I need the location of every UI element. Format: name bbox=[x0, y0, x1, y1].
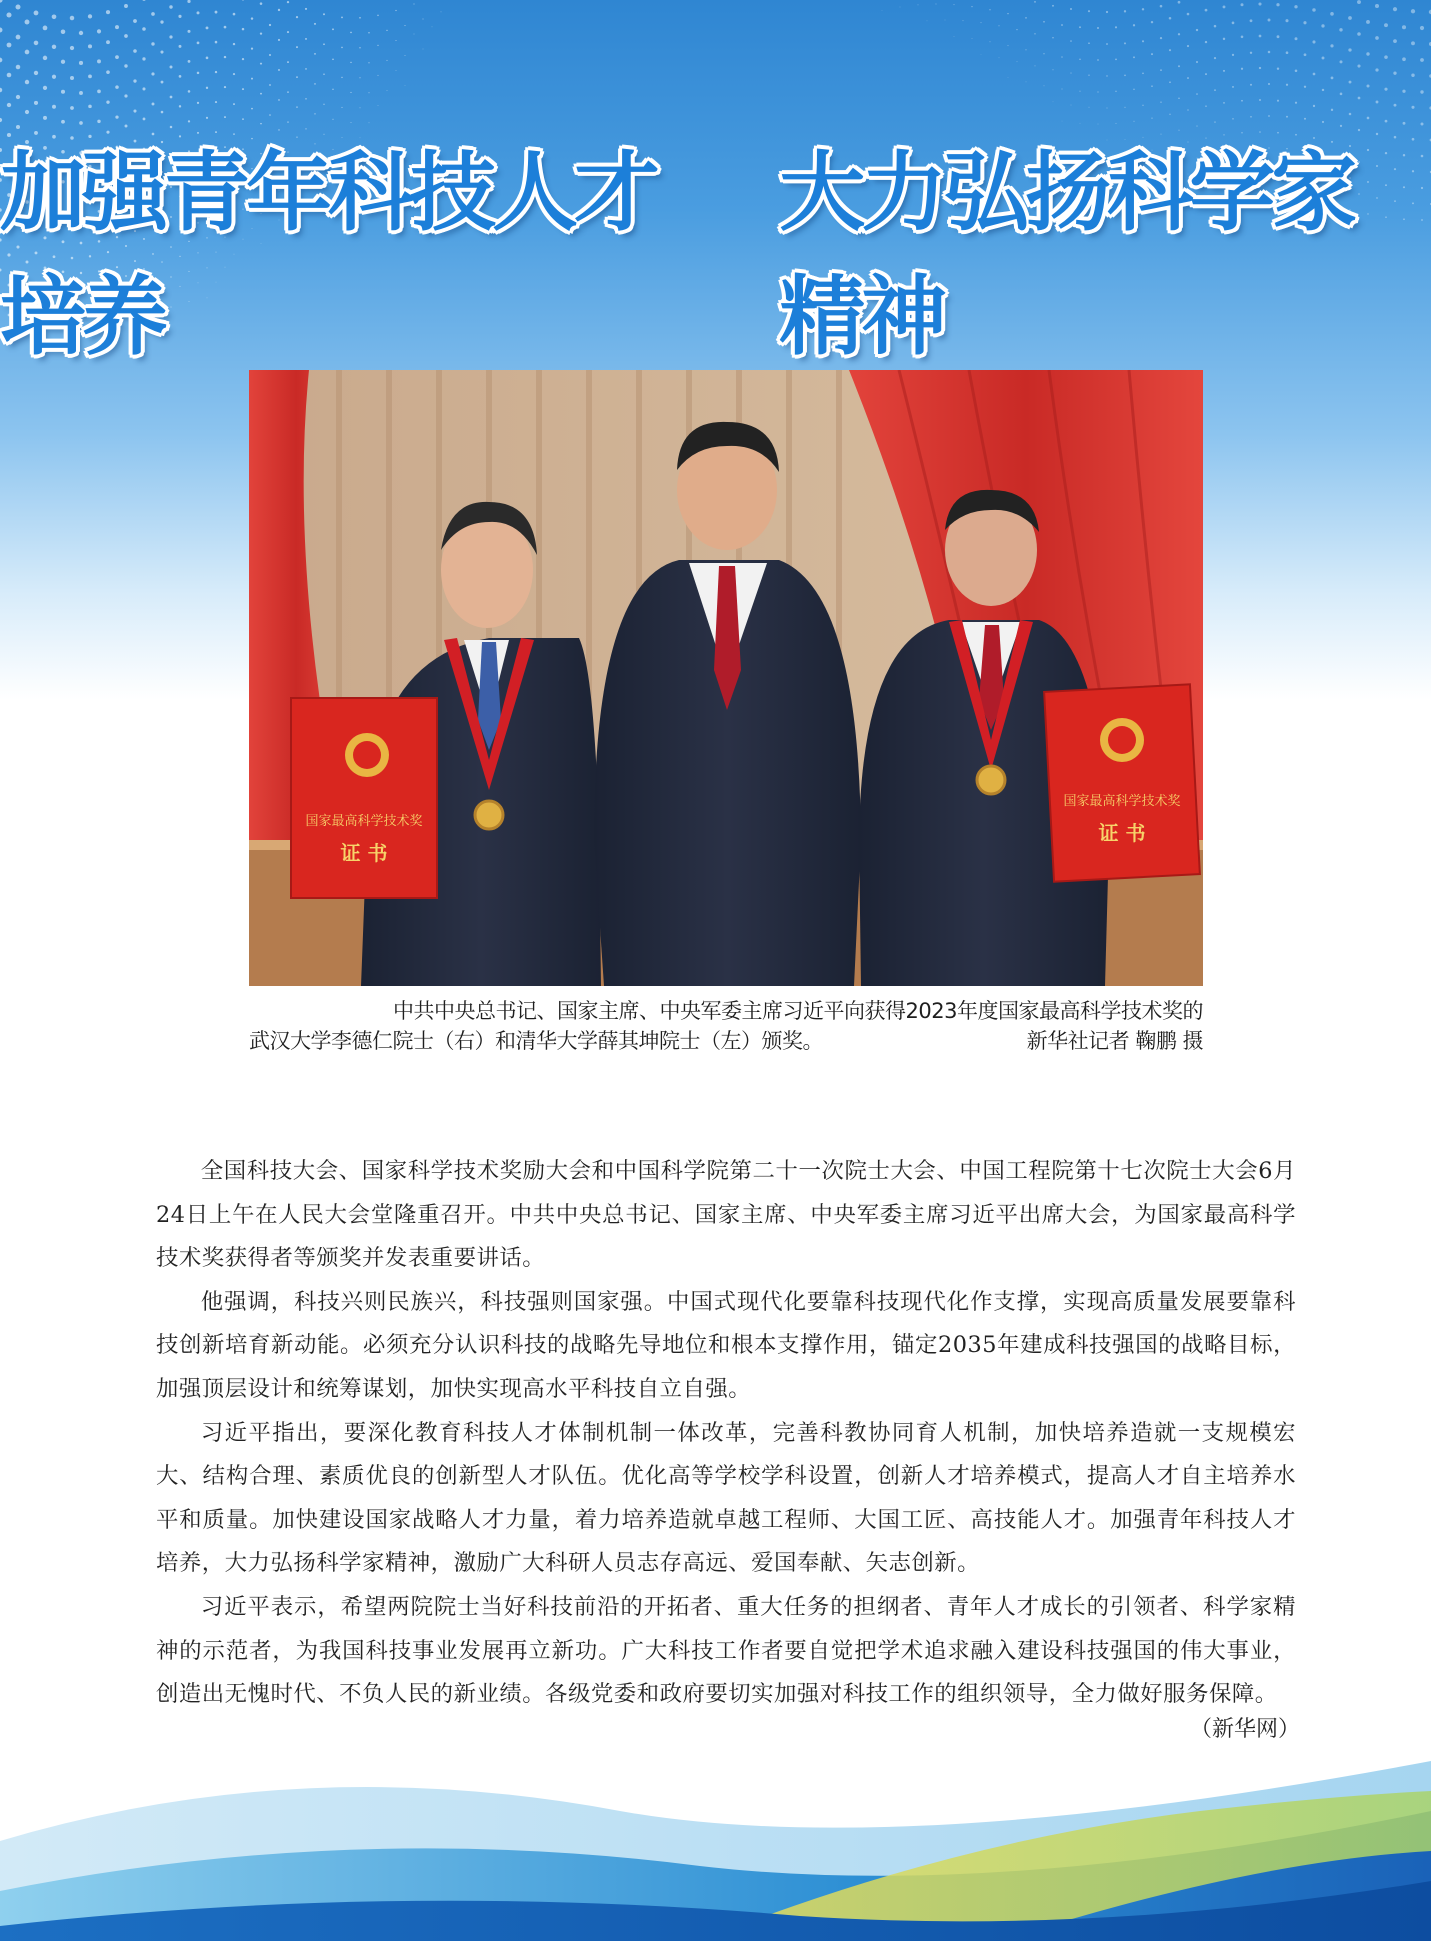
headline-part-1: 加强青年科技人才培养 bbox=[0, 143, 656, 367]
award-ceremony-illustration bbox=[249, 370, 1203, 986]
left-certificate-title: 国家最高科学技术奖 bbox=[305, 814, 423, 829]
caption-line-1: 中共中央总书记、国家主席、中央军委主席习近平向获得2023年度国家最高科学技术奖的 bbox=[393, 999, 1203, 1023]
paragraph-2: 他强调，科技兴则民族兴，科技强则国家强。中国式现代化要靠科技现代化作支撑，实现高质量发展要靠科技创新培育新动能。必须充分认识科技的战略先导地位和根本支撑作用，锚定2035年建成科技强国的战略目标，加强顶层设计和统筹谋划，加快实现高水平科技自立自强。 bbox=[156, 1288, 1296, 1402]
headline bbox=[0, 143, 1431, 367]
photo-credit: 新华社记者 鞠鹏 摄 bbox=[1026, 1029, 1203, 1053]
article-body bbox=[156, 1150, 1296, 1717]
right-certificate bbox=[1044, 684, 1200, 881]
award-photo bbox=[249, 370, 1203, 986]
left-certificate-label: 证 书 bbox=[340, 841, 388, 865]
right-certificate-label: 证 书 bbox=[1098, 821, 1146, 845]
article-source: （新华网） bbox=[1189, 1717, 1300, 1742]
right-certificate-title: 国家最高科学技术奖 bbox=[1063, 794, 1181, 809]
paragraph-3: 习近平指出，要深化教育科技人才体制机制一体改革，完善科教协同育人机制，加快培养造就一支规模宏大、结构合理、素质优良的创新型人才队伍。优化高等学校学科设置，创新人才培养模式，提高人才自主培养水平和质量。加快建设国家战略人才力量，着力培养造就卓越工程师、大国工匠、高技能人才。加强青年科技人才培养，大力弘扬科学家精神，激励广大科研人员志存高远、爱国奉献、矢志创新。 bbox=[156, 1419, 1296, 1577]
paragraph-4: 习近平表示，希望两院院士当好科技前沿的开拓者、重大任务的担纲者、青年人才成长的引领者、科学家精神的示范者，为我国科技事业发展再立新功。广大科技工作者要自觉把学术追求融入建设科技强国的伟大事业，创造出无愧时代、不负人民的新业绩。各级党委和政府要切实加强对科技工作的组织领导，全力做好服务保障。 bbox=[156, 1593, 1296, 1708]
headline-part-2: 大力弘扬科学家精神 bbox=[779, 143, 1354, 367]
caption-line-2 bbox=[249, 1026, 1203, 1056]
bottom-wave-decoration bbox=[0, 1691, 1431, 1941]
photo-caption bbox=[249, 996, 1203, 1056]
paragraph-1: 全国科技大会、国家科学技术奖励大会和中国科学院第二十一次院士大会、中国工程院第十七次院士大会6月24日上午在人民大会堂隆重召开。中共中央总书记、国家主席、中央军委主席习近平出席大会，为国家最高科学技术奖获得者等颁奖并发表重要讲话。 bbox=[156, 1158, 1296, 1272]
caption-line-2-text: 武汉大学李德仁院士（右）和清华大学薛其坤院士（左）颁奖。 bbox=[249, 1029, 823, 1053]
left-certificate bbox=[291, 698, 437, 898]
